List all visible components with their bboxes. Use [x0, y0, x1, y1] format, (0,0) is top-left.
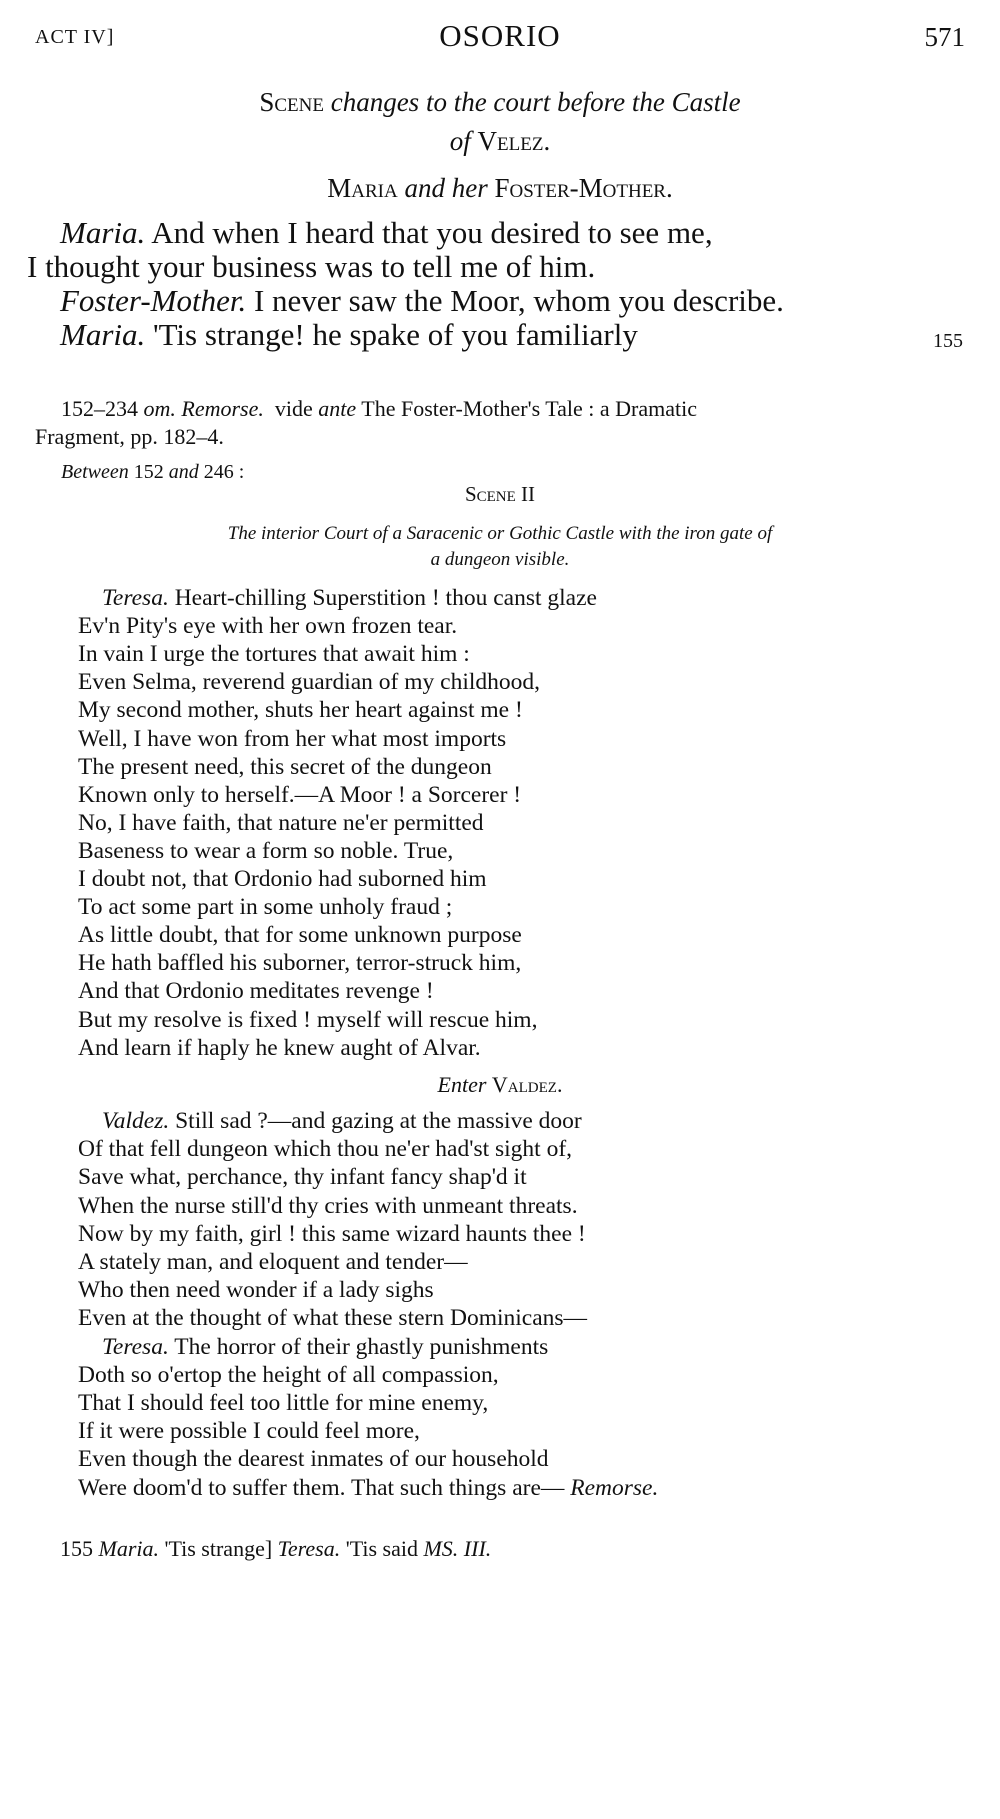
verse-text: Even Selma, reverend guardian of my childhood, [78, 669, 541, 696]
note-between: Between 152 and 246 : [61, 461, 245, 483]
speaker-name: Teresa. [102, 1333, 169, 1360]
scene-change-heading: Scene changes to the court before the Castle [259, 87, 741, 117]
verse-line [78, 866, 487, 893]
verse-line [78, 1362, 499, 1389]
verse-line [78, 641, 470, 668]
verse-text: Even though the dearest inmates of our household [78, 1446, 549, 1473]
verse-text: When the nurse still'd thy cries with unmeant threats. [78, 1192, 578, 1219]
verse-line: Maria. And when I heard that you desired to see me, [60, 215, 713, 250]
stage-direction: The interior Court of a Saracenic or Gothic Castle with the iron gate of a dungeon visible. [227, 523, 773, 570]
verse-line [78, 726, 506, 753]
verse-text: A stately man, and eloquent and tender— [78, 1249, 468, 1275]
characters-heading: Maria and her Foster-Mother. [327, 173, 673, 203]
verse-text: In vain I urge the tortures that await him : [78, 641, 470, 668]
verse-text: Doth so o'ertop the height of all compassion, [78, 1361, 499, 1388]
verse-text: Heart-chilling Superstition ! thou canst glaze [174, 585, 597, 611]
verse-line [78, 1193, 578, 1220]
line-number: 155 [933, 330, 963, 352]
verse-line [78, 1277, 434, 1304]
verse-text: Of that fell dungeon which thou ne'er had'st sight of, [78, 1136, 573, 1163]
variant-source: Remorse. [570, 1474, 659, 1501]
verse-text: Now by my faith, girl ! this same wizard haunts thee ! [78, 1220, 586, 1247]
verse-line [78, 978, 434, 1005]
verse-line [78, 1007, 537, 1034]
verse-line [78, 922, 522, 949]
verse-text: My second mother, shuts her heart against me ! [78, 697, 523, 724]
verse-text: No, I have faith, that nature ne'er permitted [78, 809, 484, 836]
verse-line [78, 1221, 586, 1248]
running-header [35, 18, 965, 58]
verse-text: The present need, this secret of the dungeon [78, 753, 492, 780]
speaker-name: Teresa. [102, 585, 169, 611]
verse-text: Who then need wonder if a lady sighs [78, 1277, 434, 1304]
verse-line [102, 585, 597, 612]
verse-text: I doubt not, that Ordonio had suborned him [78, 866, 487, 892]
verse-text: To act some part in some unholy fraud ; [78, 894, 453, 921]
verse-line [78, 697, 523, 724]
verse-text: If it were possible I could feel more, [78, 1418, 420, 1445]
verse-line [78, 1136, 572, 1163]
verse-line [78, 1475, 658, 1502]
verse-line [78, 754, 492, 781]
verse-line [78, 1035, 481, 1062]
verse-line [78, 894, 452, 921]
verse-text: Known only to herself.—A Moor ! a Sorcerer ! [78, 781, 522, 808]
verse-text: Were doom'd to suffer them. That such things are— [78, 1474, 565, 1501]
page-number: 571 [924, 22, 965, 52]
verse-text: But my resolve is fixed ! myself will rescue him, [78, 1006, 538, 1033]
page-title: OSORIO [439, 18, 561, 53]
verse-line [78, 1446, 549, 1473]
verse-text: That I should feel too little for mine enemy, [78, 1390, 489, 1416]
scene-change-place: of Velez. [449, 126, 551, 156]
verse-line [78, 1249, 468, 1276]
verse-line [78, 838, 453, 865]
verse-text: Baseness to wear a form so noble. True, [78, 837, 454, 864]
verse-line [78, 950, 521, 977]
speaker-name: Valdez. [102, 1108, 170, 1134]
footnote: 155 Maria. 'Tis strange] Teresa. 'Tis said MS. III. [60, 1536, 492, 1561]
verse-line [78, 613, 457, 640]
act-label: ACT IV] [35, 26, 115, 48]
verse-line [78, 1164, 527, 1191]
verse-text: The horror of their ghastly punishments [174, 1333, 549, 1360]
note-omission: 152–234 om. Remorse. vide ante The Foster-Mother's Tale : a Dramatic Fragment, pp. 182–4. [35, 396, 698, 449]
verse-line: Maria. 'Tis strange! he spake of you familiarly [60, 317, 638, 352]
verse-line [78, 782, 521, 809]
verse-text: Well, I have won from her what most imports [78, 725, 507, 752]
verse-line [78, 1418, 420, 1445]
verse-text: Still sad ?—and gazing at the massive door [175, 1108, 582, 1134]
verse-line [78, 810, 484, 837]
verse-text: And that Ordonio meditates revenge ! [78, 978, 434, 1005]
verse-text: Even at the thought of what these stern Dominicans— [78, 1305, 588, 1332]
enter-direction: Enter Valdez. [437, 1072, 563, 1097]
verse-text: He hath baffled his suborner, terror-struck him, [78, 950, 522, 977]
verse-line [78, 1390, 488, 1417]
verse-line [78, 1305, 587, 1332]
verse-line [102, 1108, 582, 1135]
verse-text: As little doubt, that for some unknown purpose [78, 922, 522, 949]
verse-line: I thought your business was to tell me of him. [27, 249, 596, 284]
verse-text: Ev'n Pity's eye with her own frozen tear. [78, 613, 458, 640]
verse-line [102, 1334, 548, 1361]
verse-line [78, 669, 540, 696]
verse-text: Save what, perchance, thy infant fancy shap'd it [78, 1164, 527, 1191]
verse-line: Foster-Mother. I never saw the Moor, whom you describe. [60, 283, 784, 318]
scene-ii-heading: Scene II [464, 482, 536, 506]
verse-text: And learn if haply he knew aught of Alvar. [78, 1034, 481, 1061]
